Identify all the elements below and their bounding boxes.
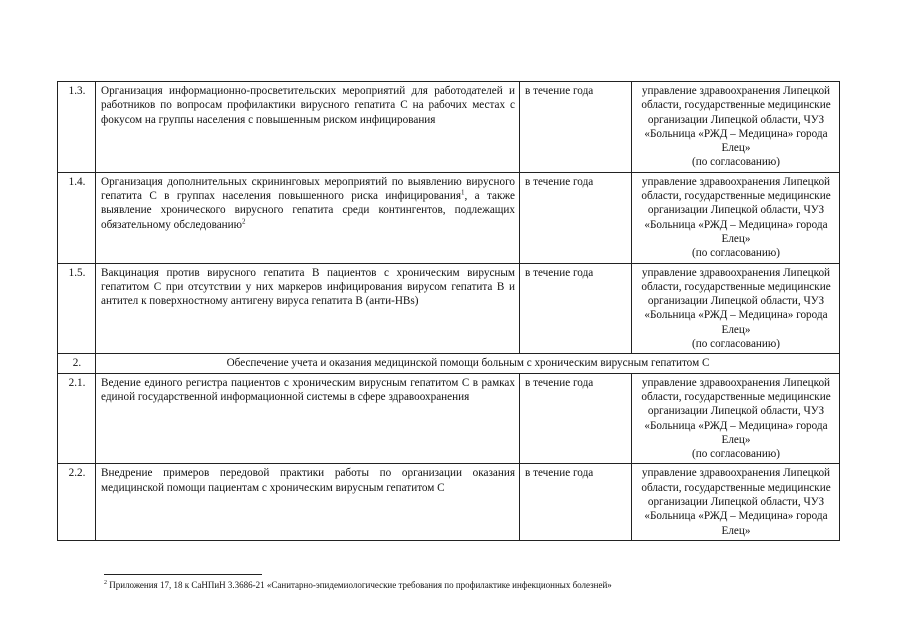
footnote-ref: 1 <box>460 188 465 197</box>
table-row <box>58 82 840 173</box>
measures-table <box>57 81 840 541</box>
responsible-text: управление здравоохранения Липецкой области, государственные медицинские организации Липецкой области, ЧУЗ «Больница «РЖД – Медицина» города Елец» <box>641 376 831 446</box>
measure-text: Ведение единого регистра пациентов с хроническим вирусным гепатитом С в рамках единой государственной информационной системы в сфере здравоохранения <box>96 373 520 464</box>
row-number: 2.2. <box>58 464 96 540</box>
footnote-ref: 2 <box>242 216 246 225</box>
section-number: 2. <box>58 354 96 373</box>
term-cell: в течение года <box>520 263 632 354</box>
footnote-mark: 2 <box>104 580 107 586</box>
agreement-note: (по согласованию) <box>692 448 780 461</box>
measure-text: Внедрение примеров передовой практики работы по организации оказания медицинской помощи пациентам с хроническим вирусным гепатитом С <box>96 464 520 540</box>
measure-text-part: , а также выявление хронического вирусного гепатита среди контингентов, подлежащих обязательному обследованию <box>101 190 515 231</box>
row-number: 1.5. <box>58 263 96 354</box>
term-cell: в течение года <box>520 373 632 464</box>
responsible-cell <box>632 82 840 173</box>
measure-text: Организация информационно-просветительских мероприятий для работодателей и работников по вопросам профилактики вирусного гепатита С на рабочих местах с фокусом на группы населения с повышенным риском инфицирования <box>96 82 520 173</box>
row-number: 1.3. <box>58 82 96 173</box>
footnote <box>104 580 612 590</box>
responsible-cell <box>632 263 840 354</box>
measure-text: Вакцинация против вирусного гепатита В пациентов с хроническим вирусным гепатитом С при отсутствии у них маркеров инфицирования вирусом гепатита В и антител к поверхностному антигену вируса гепатита В (анти-НВs) <box>96 263 520 354</box>
term-cell: в течение года <box>520 464 632 540</box>
measure-text <box>96 172 520 263</box>
agreement-note: (по согласованию) <box>692 247 780 260</box>
responsible-cell <box>632 172 840 263</box>
table-row <box>58 464 840 540</box>
table-row <box>58 263 840 354</box>
footnote-text: Приложения 17, 18 к СаНПиН 3.3686-21 «Санитарно-эпидемиологические требования по профилактике инфекционных болезней» <box>109 580 612 590</box>
table-row <box>58 172 840 263</box>
responsible-cell <box>632 373 840 464</box>
agreement-note: (по согласованию) <box>692 156 780 169</box>
footnote-divider <box>104 574 262 575</box>
measure-text-part: Организация дополнительных скрининговых мероприятий по выявлению вирусного гепатита С в группах населения повышенного риска инфицирования <box>101 175 515 203</box>
agreement-note: (по согласованию) <box>692 338 780 351</box>
section-title: Обеспечение учета и оказания медицинской помощи больным с хроническим вирусным гепатитом С <box>96 354 840 373</box>
responsible-text: управление здравоохранения Липецкой области, государственные медицинские организации Липецкой области, ЧУЗ «Больница «РЖД – Медицина» города Елец» <box>641 175 831 245</box>
row-number: 2.1. <box>58 373 96 464</box>
responsible-cell <box>632 464 840 540</box>
row-number: 1.4. <box>58 172 96 263</box>
section-row <box>58 354 840 373</box>
responsible-text: управление здравоохранения Липецкой области, государственные медицинские организации Липецкой области, ЧУЗ «Больница «РЖД – Медицина» города Елец» <box>641 266 831 336</box>
term-cell: в течение года <box>520 82 632 173</box>
responsible-text: управление здравоохранения Липецкой области, государственные медицинские организации Липецкой области, ЧУЗ «Больница «РЖД – Медицина» города Елец» <box>641 467 831 537</box>
term-cell: в течение года <box>520 172 632 263</box>
table-row <box>58 373 840 464</box>
responsible-text: управление здравоохранения Липецкой области, государственные медицинские организации Липецкой области, ЧУЗ «Больница «РЖД – Медицина» города Елец» <box>641 85 831 155</box>
